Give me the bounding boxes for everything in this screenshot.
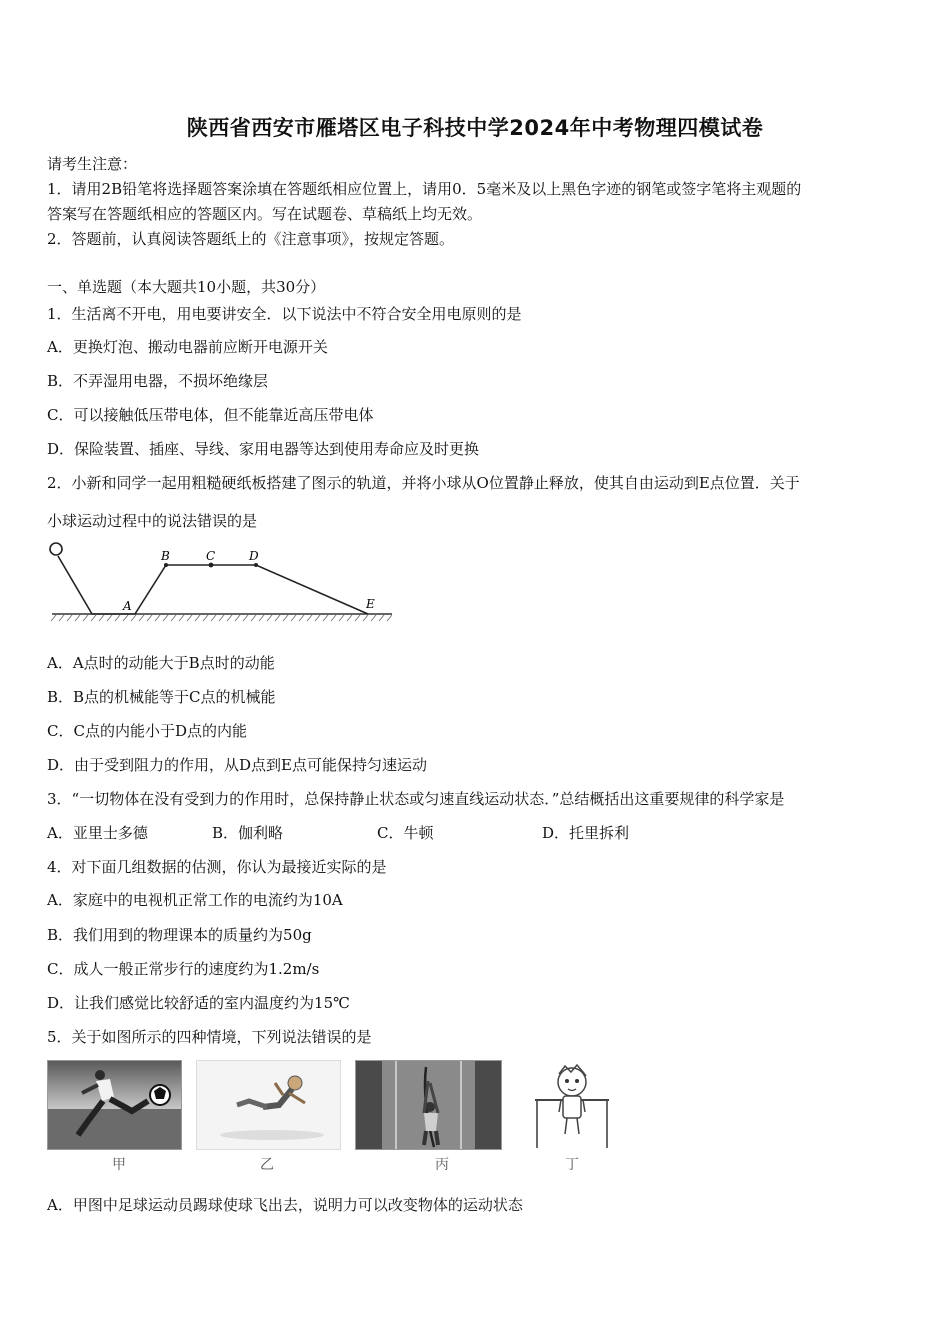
label-b: B xyxy=(161,549,170,563)
q3-option-b: B．伽利略 xyxy=(212,824,284,842)
notice-line-3: 2．答题前，认真阅读答题纸上的《注意事项》，按规定答题。 xyxy=(47,230,455,248)
page-title: 陕西省西安市雁塔区电子科技中学2024年中考物理四模试卷 xyxy=(186,116,764,140)
q4-option-d: D．让我们感觉比较舒适的室内温度约为15℃ xyxy=(47,994,350,1012)
section-heading: 一、单选题（本大题共10小题，共30分） xyxy=(47,278,326,296)
q4-stem: 4．对下面几组数据的估测，你认为最接近实际的是 xyxy=(47,858,387,876)
label-e: E xyxy=(366,597,375,611)
q1-option-a: A．更换灯泡、搬动电器前应断开电源开关 xyxy=(47,338,328,356)
caption-yi: 乙 xyxy=(260,1157,274,1173)
pole-vault-image xyxy=(355,1060,502,1150)
q2-option-a: A．A点时的动能大于B点时的动能 xyxy=(47,654,275,672)
label-c: C xyxy=(206,549,216,563)
q2-option-c: C．C点的内能小于D点的内能 xyxy=(47,722,247,740)
q5-stem: 5．关于如图所示的四种情境，下列说法错误的是 xyxy=(47,1028,372,1046)
notice-line-2: 答案写在答题纸相应的答题区内。写在试题卷、草稿纸上均无效。 xyxy=(47,205,483,223)
q4-option-a: A．家庭中的电视机正常工作的电流约为10A xyxy=(47,891,343,909)
label-a: A xyxy=(123,599,132,613)
long-jump-image xyxy=(196,1060,341,1150)
q3-option-a: A．亚里士多德 xyxy=(47,824,148,842)
q5-option-a: A．甲图中足球运动员踢球使球飞出去，说明力可以改变物体的运动状态 xyxy=(47,1196,523,1214)
caption-ding: 丁 xyxy=(565,1157,579,1173)
q3-option-c: C．牛顿 xyxy=(377,824,434,842)
caption-jia: 甲 xyxy=(112,1157,126,1173)
label-d: D xyxy=(249,549,259,563)
notice-heading: 请考生注意： xyxy=(47,155,138,173)
q3-stem: 3．“一切物体在没有受到力的作用时，总保持静止状态或匀速直线运动状态．”总结概括出这重要规律的科学家是 xyxy=(47,790,785,808)
ball xyxy=(50,543,62,555)
track-diagram xyxy=(40,536,400,626)
q4-option-c: C．成人一般正常步行的速度约为1.2m/s xyxy=(47,960,320,978)
q4-option-b: B．我们用到的物理课本的质量约为50g xyxy=(47,926,312,944)
pull-up-cartoon-image xyxy=(527,1060,617,1150)
q2-option-d: D．由于受到阻力的作用，从D点到E点可能保持匀速运动 xyxy=(47,756,428,774)
q1-option-c: C．可以接触低压带电体，但不能靠近高压带电体 xyxy=(47,406,374,424)
q2-stem-line-1: 2．小新和同学一起用粗糙硬纸板搭建了图示的轨道，并将小球从O位置静止释放，使其自由运动到E点位置．关于 xyxy=(47,474,800,492)
q1-option-d: D．保险装置、插座、导线、家用电器等达到使用寿命应及时更换 xyxy=(47,440,480,458)
soccer-kick-image xyxy=(47,1060,182,1150)
q2-option-b: B．B点的机械能等于C点的机械能 xyxy=(47,688,276,706)
q1-stem: 1．生活离不开电，用电要讲安全．以下说法中不符合安全用电原则的是 xyxy=(47,305,522,323)
caption-bing: 丙 xyxy=(435,1157,449,1173)
q1-option-b: B．不弄湿用电器，不损坏绝缘层 xyxy=(47,372,269,390)
q3-option-d: D．托里拆利 xyxy=(542,824,630,842)
notice-line-1: 1．请用2B铅笔将选择题答案涂填在答题纸相应位置上，请用0．5毫米及以上黑色字迹的钢笔或签字笔将主观题的 xyxy=(47,180,802,198)
q2-stem-line-2: 小球运动过程中的说法错误的是 xyxy=(47,512,258,530)
